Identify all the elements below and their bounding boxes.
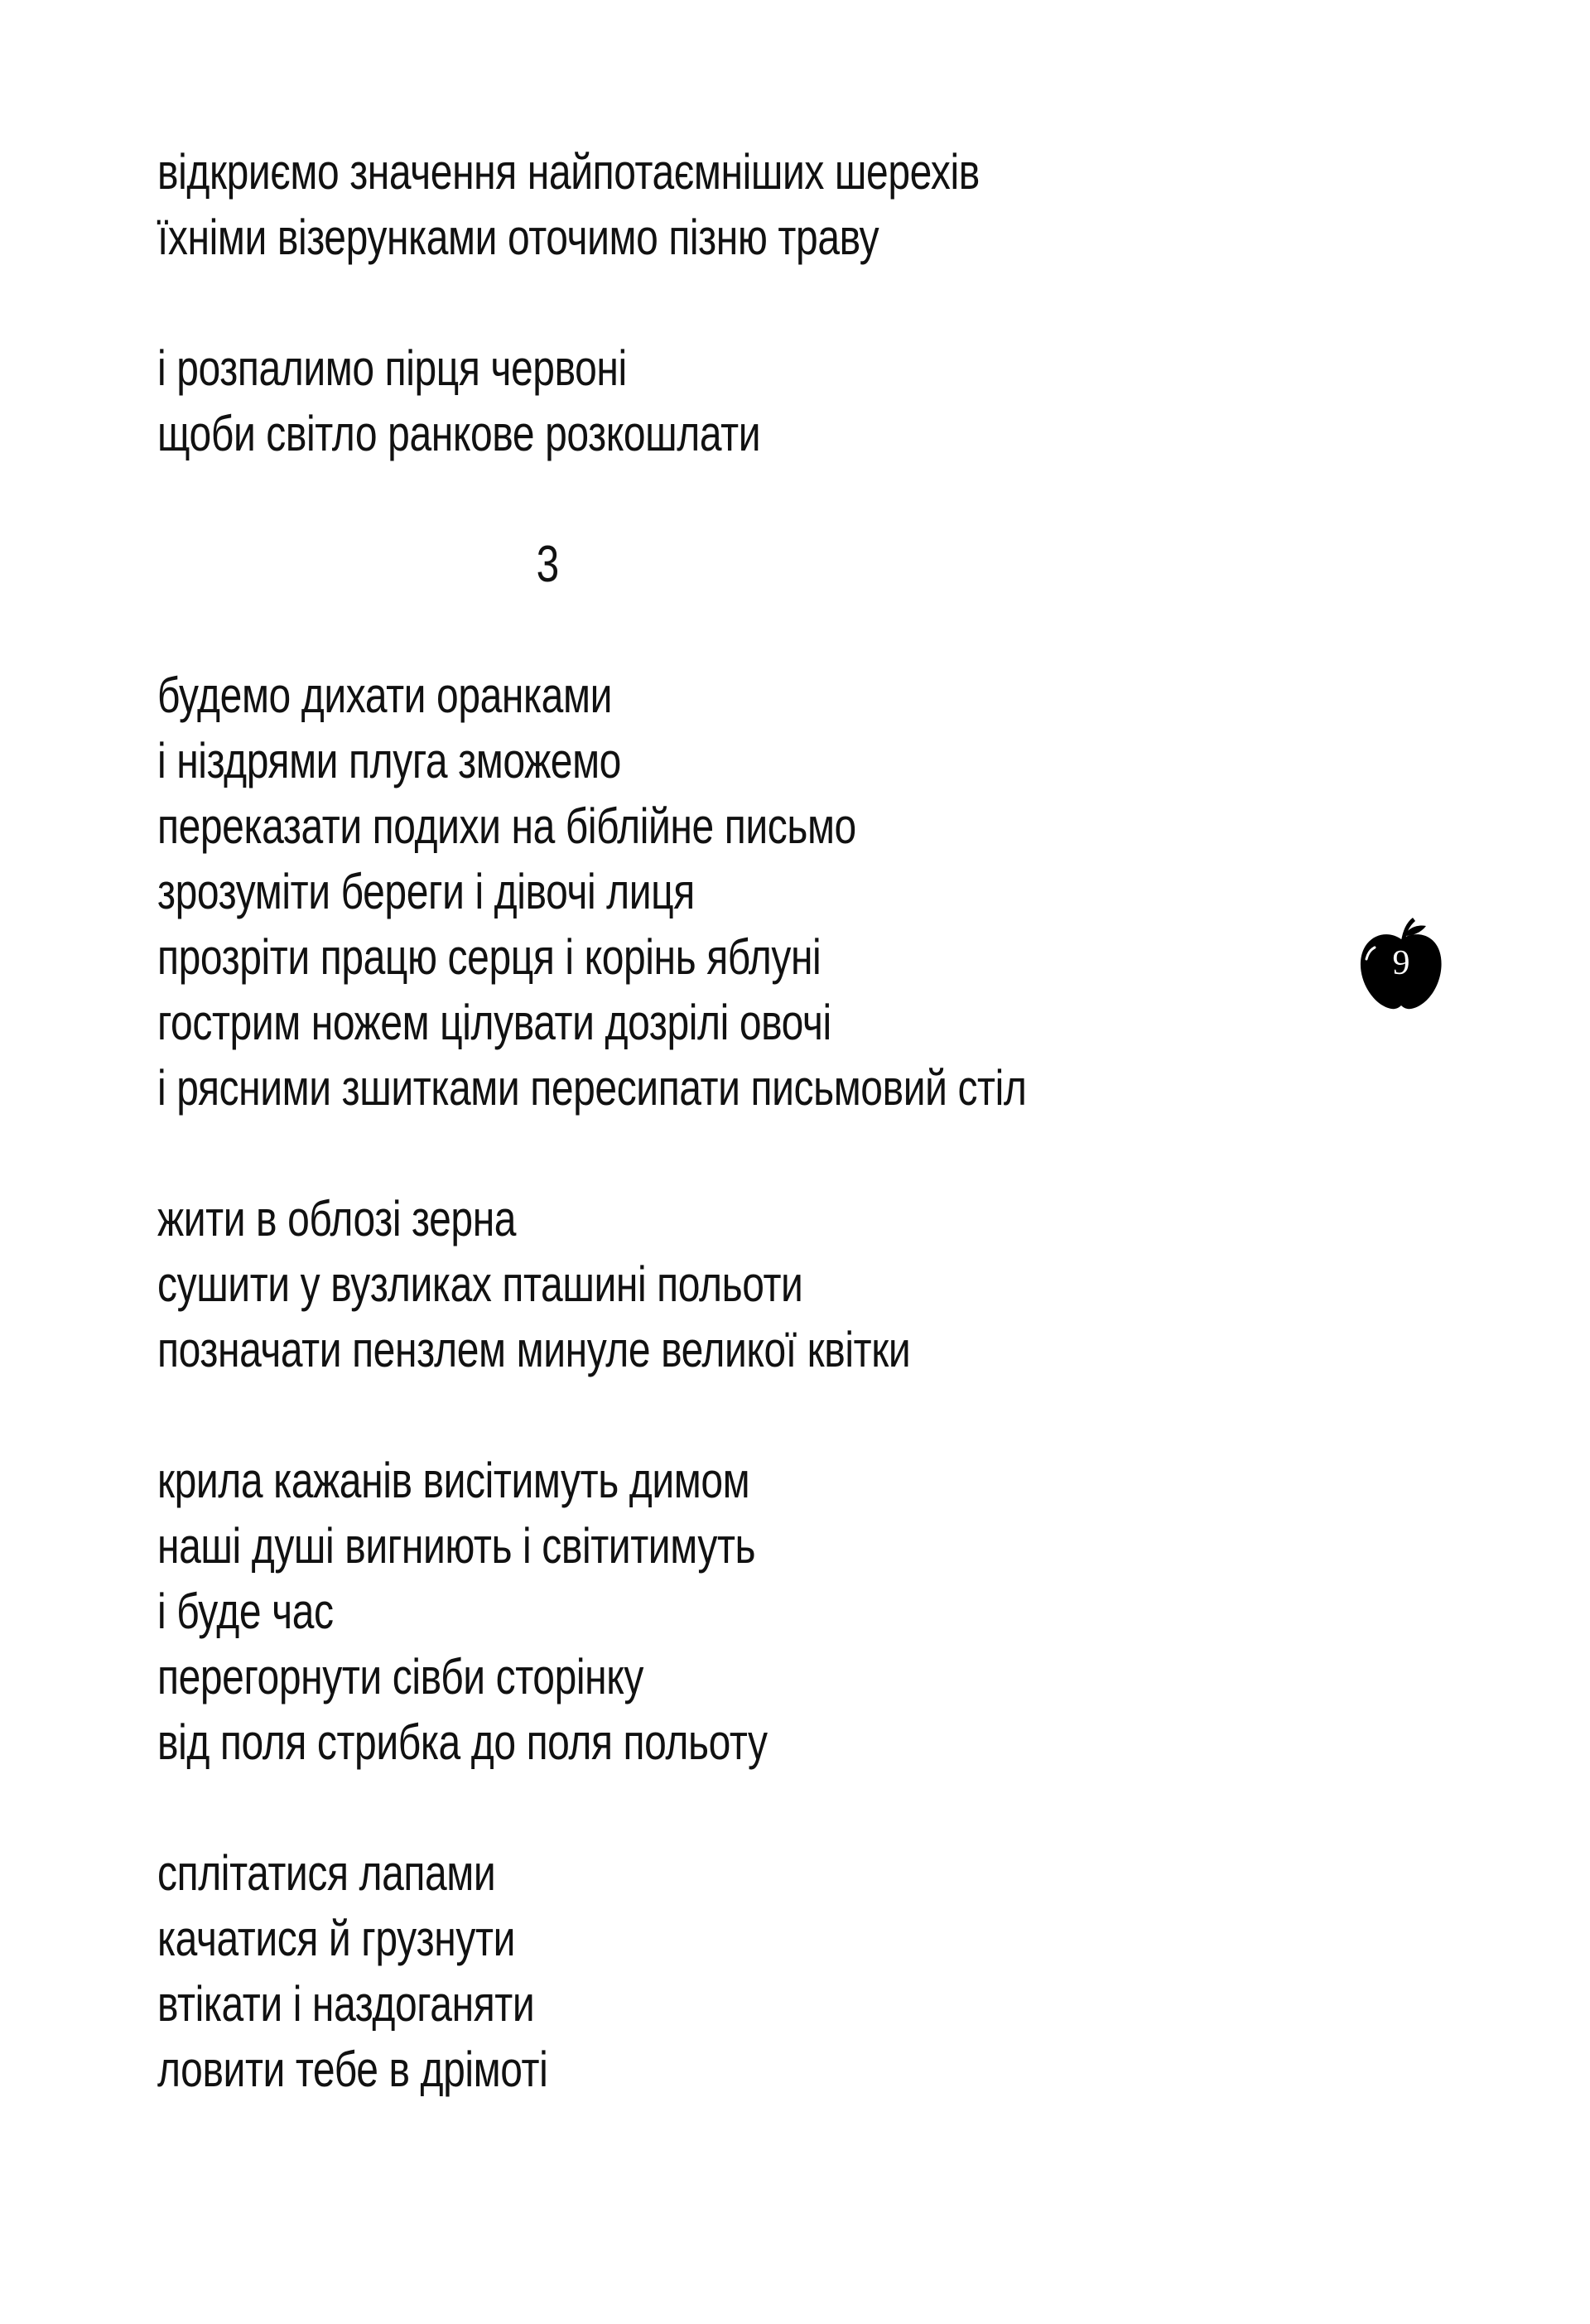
poem-line: і буде час — [157, 1584, 334, 1639]
stanza — [157, 139, 1333, 270]
poem-line: гострим ножем цілувати дозрілі овочі — [157, 995, 831, 1050]
stanza — [157, 1186, 1333, 1382]
poem-line: будемо дихати оранками — [157, 668, 612, 723]
poem-line: сплітатися лапами — [157, 1845, 496, 1901]
poem-line: жити в облозі зерна — [157, 1191, 517, 1246]
poem-line: прозріти працю серця і корінь яблуні — [157, 929, 822, 985]
poem-body — [157, 139, 1333, 2167]
section-number: 3 — [536, 536, 560, 593]
poem-line: ловити тебе в дрімоті — [157, 2042, 548, 2097]
poem-line: зрозуміти береги і дівочі лиця — [157, 864, 695, 919]
stanza — [157, 1448, 1333, 1775]
poem-line: щоби світло ранкове розкошлати — [157, 406, 761, 461]
poem-line: сушити у вузликах пташині польоти — [157, 1256, 803, 1312]
poem-line: і розпалимо пірця червоні — [157, 340, 627, 396]
stanza — [157, 335, 1333, 466]
page-number-marker — [1355, 916, 1448, 1012]
poem-line: відкриємо значення найпотаємніших шерехів — [157, 144, 980, 200]
poem-line: переказати подихи на біблійне письмо — [157, 798, 856, 854]
poem-line: їхніми візерунками оточимо пізню траву — [157, 210, 879, 265]
stanza — [157, 663, 1333, 1121]
poem-line: і рясними зшитками пересипати письмовий стіл — [157, 1060, 1027, 1116]
poem-line: качатися й грузнути — [157, 1911, 515, 1966]
poem-line: від поля стрибка до поля польоту — [157, 1714, 768, 1770]
poem-line: перегорнути сівби сторінку — [157, 1649, 643, 1704]
poem-line: наші душі вигниють і світитимуть — [157, 1518, 756, 1574]
poem-line: крила кажанів висітимуть димом — [157, 1453, 750, 1508]
page-number: 9 — [1392, 944, 1410, 982]
stanza — [157, 1840, 1333, 2102]
poem-line: і ніздрями плуга зможемо — [157, 733, 621, 788]
poem-line: втікати і наздоганяти — [157, 1976, 535, 2032]
poem-line: позначати пензлем минуле великої квітки — [157, 1322, 911, 1377]
